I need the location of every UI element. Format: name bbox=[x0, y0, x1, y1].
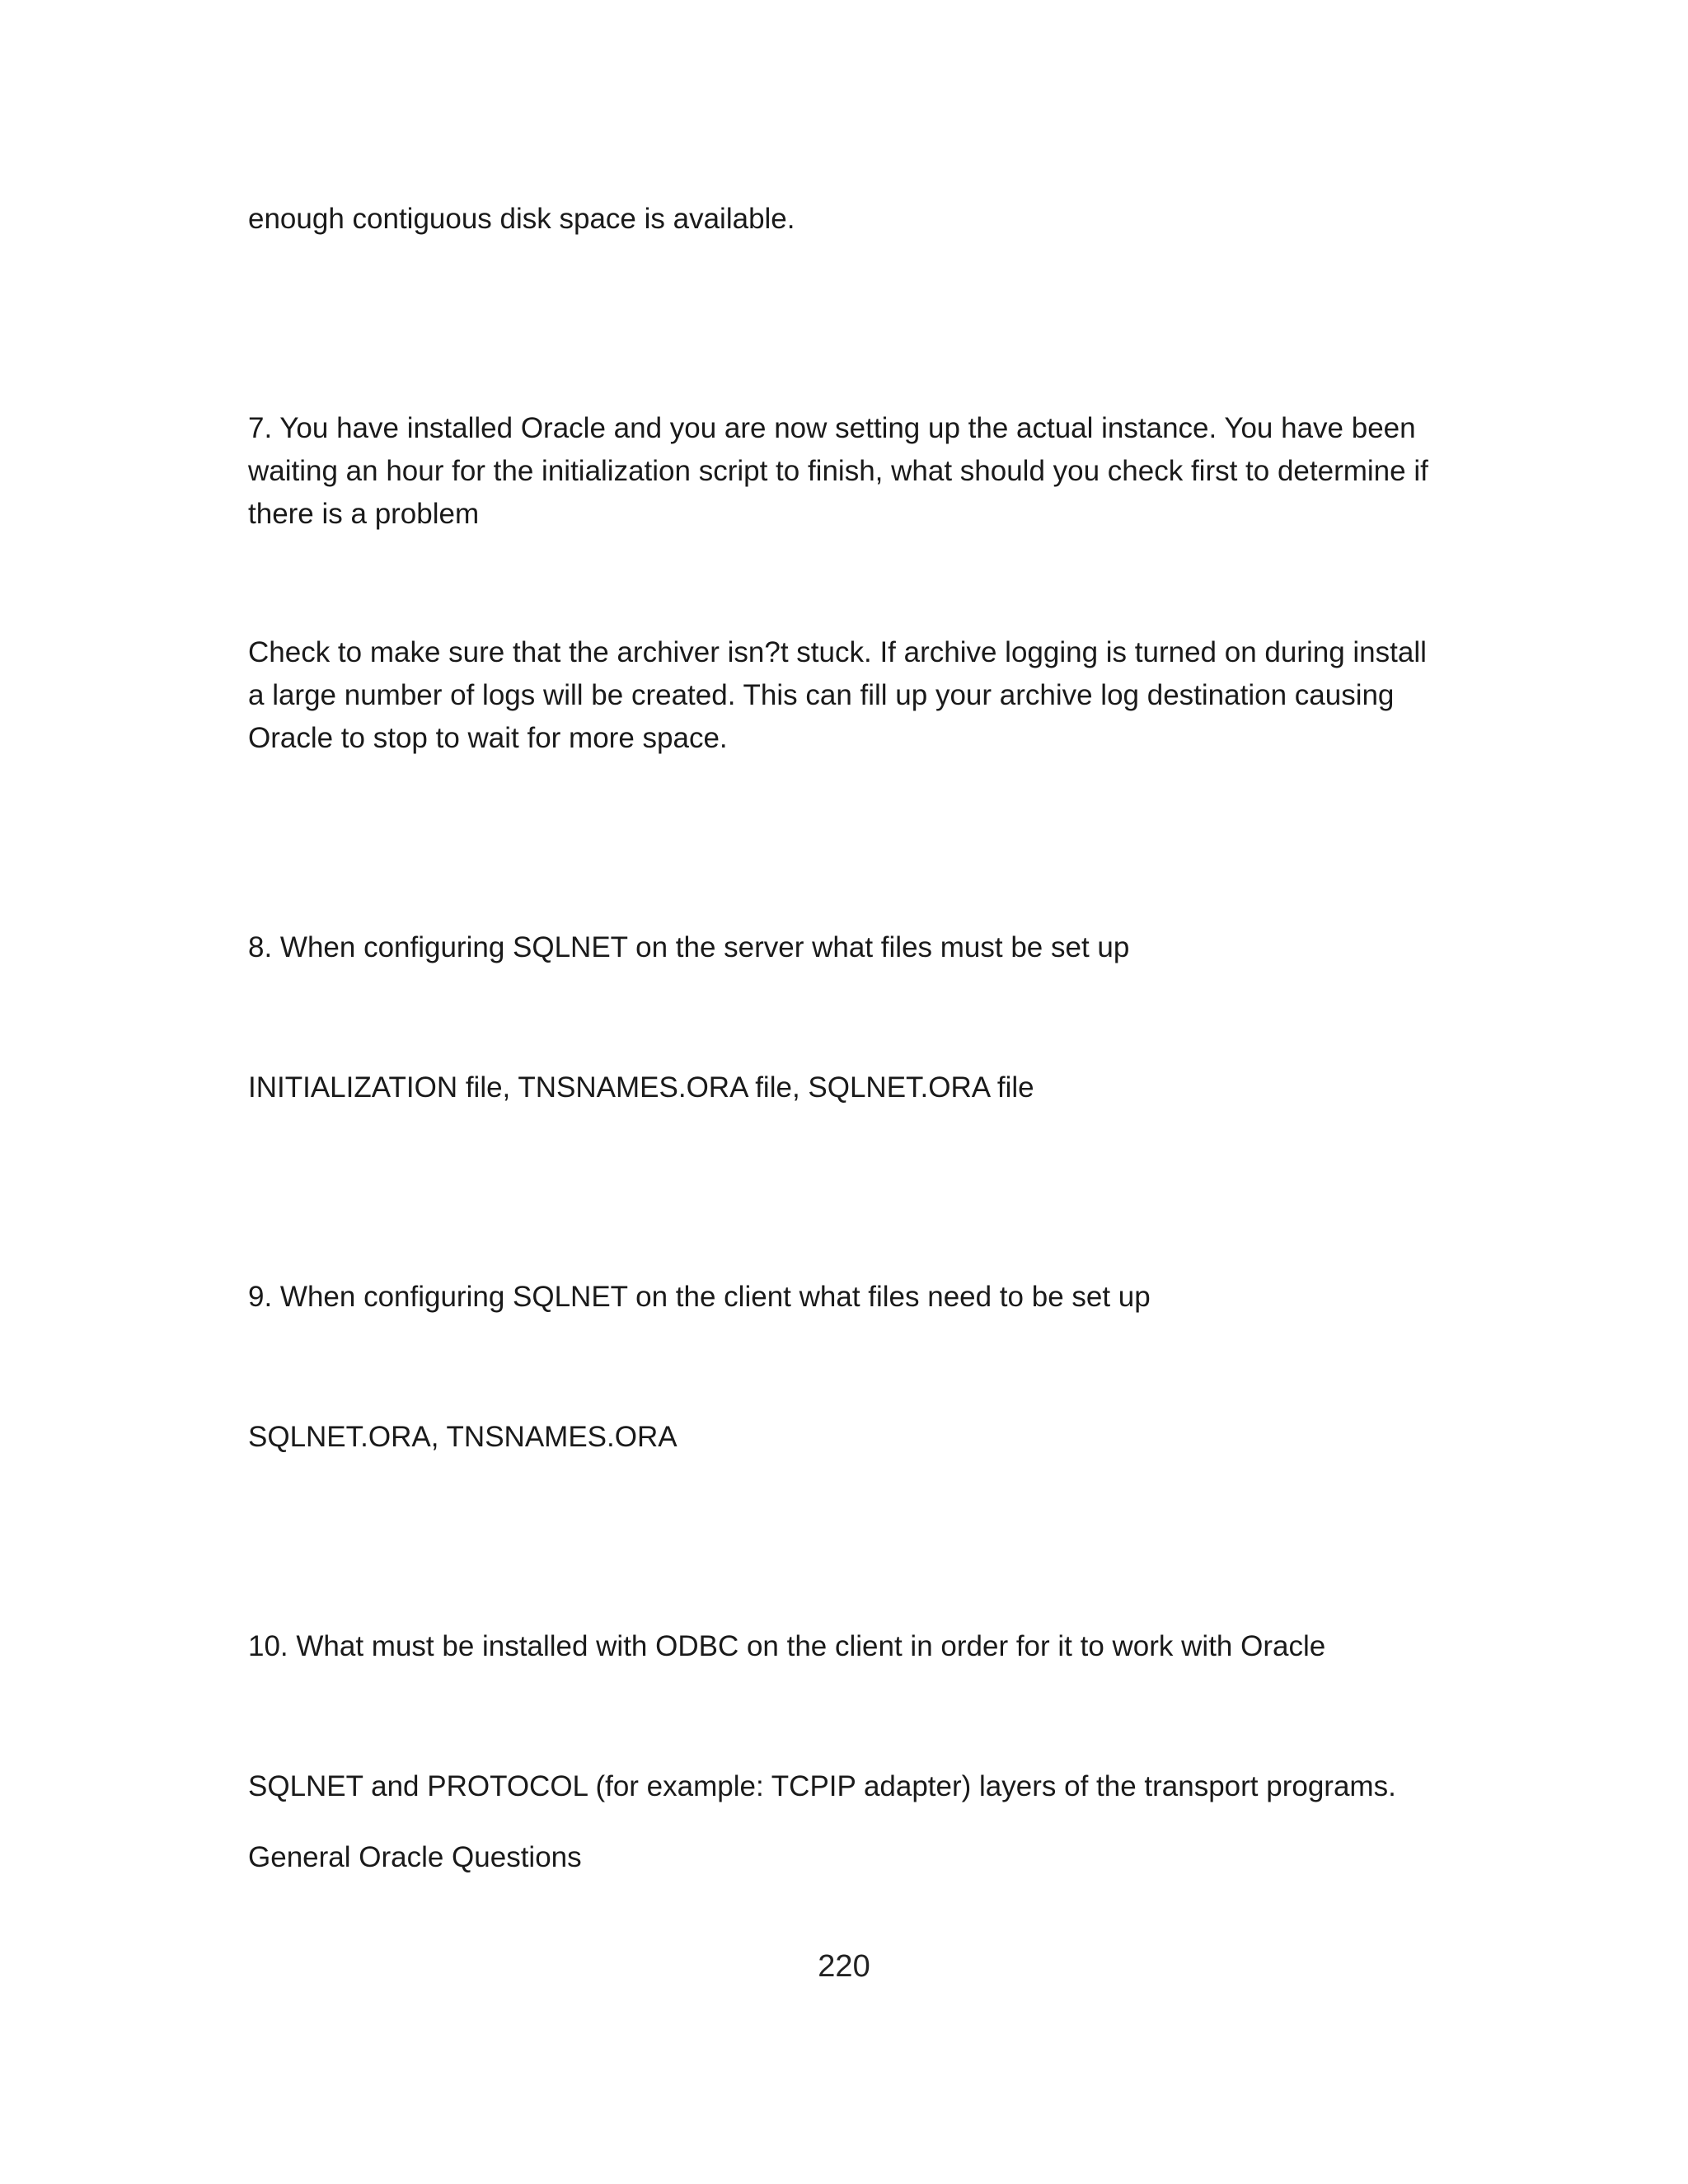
continuation-text: enough contiguous disk space is available. bbox=[248, 203, 795, 235]
section-heading: General Oracle Questions bbox=[248, 1841, 582, 1873]
question-10: 10. What must be installed with ODBC on the client in order for it to work with Oracle bbox=[248, 1630, 1326, 1662]
answer-9: SQLNET.ORA, TNSNAMES.ORA bbox=[248, 1421, 678, 1453]
question-7: 7. You have installed Oracle and you are now setting up the actual instance. You have been waiting an hour for the initialization script to finish, what should you check first to determine if there is a problem bbox=[248, 412, 1428, 530]
answer-8: INITIALIZATION file, TNSNAMES.ORA file, SQLNET.ORA file bbox=[248, 1071, 1034, 1104]
answer-10: SQLNET and PROTOCOL (for example: TCPIP adapter) layers of the transport programs. bbox=[248, 1770, 1396, 1802]
answer-7: Check to make sure that the archiver isn?t stuck. If archive logging is turned on during install a large number of logs will be created. This can fill up your archive log destination causing Oracle to stop to wait for more space. bbox=[248, 636, 1427, 754]
question-8: 8. When configuring SQLNET on the server what files must be set up bbox=[248, 931, 1130, 963]
question-9: 9. When configuring SQLNET on the client what files need to be set up bbox=[248, 1281, 1151, 1313]
page-number: 220 bbox=[818, 1949, 870, 1984]
